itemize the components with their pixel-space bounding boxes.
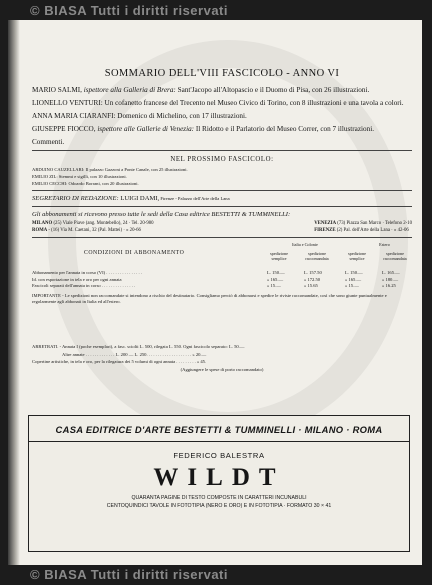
book-author: FEDERICO BALESTRA: [173, 451, 265, 460]
cell-value: L. 150.—: [345, 270, 363, 275]
entry-text: Un cofanetto francese del Trecento nel Museo Civico di Torino, con 8 illustrazioni e una tavola a colori.: [102, 99, 404, 107]
col-group-italy: Italia e Colonie: [292, 242, 318, 247]
shop-city: FIRENZE: [314, 228, 336, 233]
important-text: - Le spedizioni non raccomandate si intendono a rischio del destinatario. Consigliamo perciò di abbonarsi e spedire le riviste raccomandate, così che sono giunte puntualmente e regolarmente agli abbonati in Italia ed all'estero.: [32, 292, 387, 304]
divider: [32, 237, 412, 238]
conditions-table: [32, 270, 412, 307]
editorial-address: Firenze - Palazzo dell'Arte della Lana: [159, 196, 230, 201]
col-group-abroad: Estero: [379, 242, 390, 247]
entry-text: Sant'Jacopo all'Altopascio e il Duomo di Pisa, con 26 illustrazioni.: [175, 86, 370, 94]
watermark-top: © BIASA Tutti i diritti riservati: [30, 3, 228, 18]
back-issues-line: Altre annate . . . . . . . . . . . . . L. 200 — L. 250. . . . . . . . . . . . . . . . . . . . » 20.—: [62, 351, 207, 357]
shop-address: (2) Pal. dell'Arte della Lana · » 42-06: [335, 228, 409, 233]
back-issues-label: ARRETRATI.: [32, 344, 59, 349]
conditions-title: CONDIZIONI DI ABBONAMENTO: [84, 250, 185, 256]
next-issue-item: [32, 173, 412, 180]
shop-address: (73) Piazza San Marco · Telefono 2-10: [336, 221, 412, 226]
comments-label: Commenti.: [32, 138, 65, 146]
entry-role: ispettore alla Galleria di Brera:: [81, 86, 176, 94]
shop-city: VENEZIA: [314, 221, 337, 226]
cell-value: L. 150.—: [267, 270, 285, 275]
shop-line: [314, 227, 412, 234]
page-gutter-shadow: [8, 20, 20, 565]
book-advertisement: [28, 415, 410, 552]
back-issues-text: - Annata I (poche esemplari), a fasc. sciolti L. 500, rilegata L. 550. Ogni fascicolo separato: L. 50.—: [58, 344, 245, 349]
shops-right: [314, 220, 412, 234]
summary-entry: [32, 85, 412, 95]
cell-value: » 172.50: [304, 276, 321, 282]
next-issue-item: [32, 180, 412, 187]
entry-role: ispettore alle Gallerie di Venezia:: [95, 125, 195, 133]
summary-title: SOMMARIO DELL'VIII FASCICOLO - ANNO VI: [104, 68, 340, 79]
editorial-line: [32, 195, 412, 202]
back-issues-line: Copertine artistiche, in tela e oro, per la rilegatura dei 5 volumi di ogni annata . . . . . . . . . » 45.: [32, 359, 207, 364]
next-issue-author: EMILIO ZIL:: [32, 174, 58, 179]
scanned-page: [8, 20, 422, 565]
divider: [32, 206, 412, 207]
next-issue-author: EMILIO CECCHI:: [32, 181, 68, 186]
book-title: WILDT: [153, 464, 285, 491]
subscriptions-intro: Gli abbonamenti si ricevono presso tutte le sedi della Casa editrice BESTETTI & TUMMINELLI:: [32, 211, 291, 218]
important-note: [32, 293, 412, 306]
next-issue-text: Stemmi e sigilli, con 10 illustrazioni.: [57, 174, 127, 179]
cell-value: » 16.25: [382, 283, 396, 288]
entry-author: ANNA MARIA CIARANFI:: [32, 112, 116, 120]
subscription-conditions: [32, 242, 412, 332]
divider: [32, 150, 412, 151]
entry-text: Il Ridotto e il Parlatorio del Museo Correr, con 7 illustrazioni.: [194, 125, 375, 133]
back-issues-line: [32, 344, 412, 351]
shop-address: - (16) Via M. Caetani, 32 (Pal. Mattei) · » 20-66: [47, 228, 141, 233]
row-label: Id. con esportazione in tela e oro per ogni annata: [32, 276, 122, 282]
entry-author: MARIO SALMI,: [32, 86, 82, 94]
book-description: QUARANTA PAGINE DI TESTO COMPOSTE IN CARATTERI INCUNABULI: [131, 495, 307, 501]
cell-value: » 15.—: [267, 283, 281, 288]
cell-value: » 165.—: [345, 276, 362, 282]
entry-author: LIONELLO VENTURI:: [32, 99, 103, 107]
row-label: Fascicoli separati dell'annata in corso . . . . . . . . . . . . . . .: [32, 283, 136, 288]
divider: [32, 190, 412, 191]
next-issue-text: Odoardo Borrani, con 20 illustrazioni.: [67, 181, 139, 186]
next-issue-heading: NEL PROSSIMO FASCICOLO:: [170, 156, 274, 163]
shops-left: [32, 220, 154, 234]
summary-entry: [32, 124, 412, 134]
important-label: IMPORTANTE: [32, 292, 61, 298]
cell-value: L. 165.—: [382, 270, 400, 275]
col-head: spedizione raccomandata: [383, 251, 407, 261]
back-issues-note: (Aggiungere le spese di porto raccomandato): [180, 366, 264, 372]
watermark-bottom: © BIASA Tutti i diritti riservati: [30, 567, 228, 582]
next-issue-author: ARDUINO CAUZELLARI:: [32, 167, 85, 172]
shop-addresses: [32, 220, 412, 234]
banner-divider: [29, 441, 409, 442]
cell-value: » 165.—: [267, 276, 284, 282]
col-head: spedizione semplice: [270, 251, 288, 261]
cell-value: L. 157.50: [304, 270, 322, 275]
back-issues: [32, 344, 412, 373]
summary-entry: [32, 111, 412, 121]
summary-entry: [32, 98, 412, 108]
cell-value: » 15.—: [345, 283, 359, 288]
col-head: spedizione raccomandata: [305, 251, 329, 261]
book-description: CENTOQUINDICI TAVOLE IN FOTOTIPIA (NERO E ORO) E IN FOTOTIPIA · FORMATO 30 × 41: [106, 503, 332, 509]
row-label: Abbonamento per l'annata in corso (VI) . . . . . . . . . . . . . . . .: [32, 270, 142, 275]
shop-line: [32, 220, 154, 227]
shop-city: ROMA: [32, 228, 48, 233]
shop-address: (25) Viale Piave (ang. Montebello), 24 · Tel. 20-980: [52, 221, 154, 226]
next-issue-item: [32, 166, 412, 173]
cell-value: » 180.—: [382, 276, 399, 282]
cell-value: » 15.65: [304, 283, 318, 288]
page-content: [32, 20, 412, 374]
col-head: spedizione semplice: [348, 251, 366, 261]
table-row: [32, 283, 412, 290]
editorial-label: SEGRETARIO DI REDAZIONE:: [32, 195, 119, 202]
next-issue-text: Il palazzo Gazzoni a Ponte Canale, con 25 illustrazioni.: [84, 167, 188, 172]
publisher-banner: CASA EDITRICE D'ARTE BESTETTI & TUMMINELLI · MILANO · ROMA: [55, 424, 383, 435]
shop-line: [32, 227, 154, 234]
entry-author: GIUSEPPE FIOCCO,: [32, 125, 96, 133]
editorial-name: LUIGI DAMI,: [118, 195, 160, 202]
shop-line: [314, 220, 412, 227]
entry-text: Domenico di Michelino, con 17 illustrazioni.: [115, 112, 247, 120]
summary-entries: [32, 85, 412, 147]
shop-city: MILANO: [32, 221, 53, 226]
